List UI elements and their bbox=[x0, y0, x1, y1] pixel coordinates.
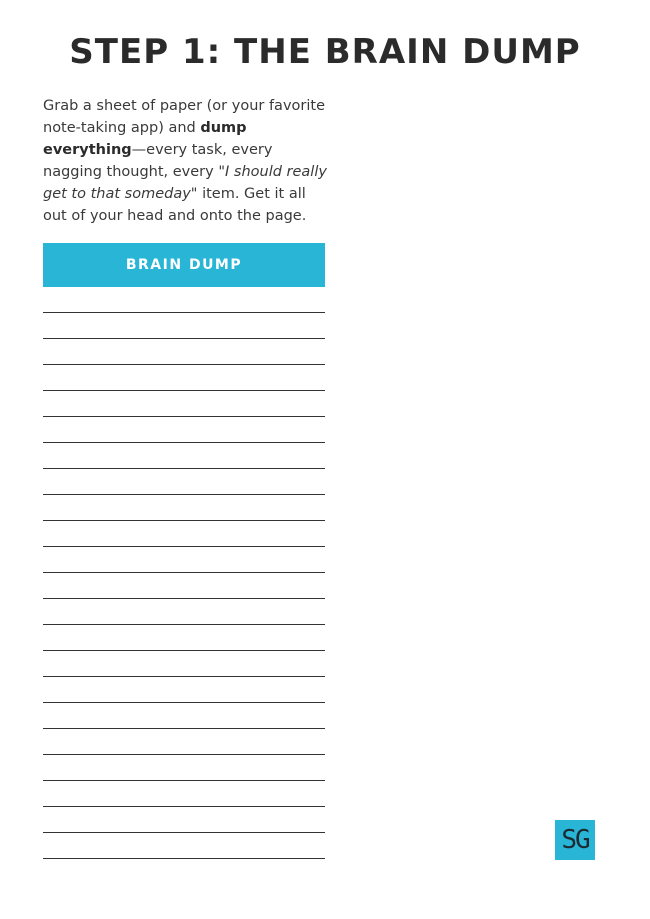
intro-italic-text: I should really get to that someday bbox=[43, 164, 327, 202]
writing-line[interactable] bbox=[43, 598, 325, 624]
writing-line[interactable] bbox=[43, 858, 325, 884]
writing-line[interactable] bbox=[43, 442, 325, 468]
intro-text-3: " item. Get it all out of your head and onto the page. bbox=[43, 186, 307, 224]
writing-line[interactable] bbox=[43, 702, 325, 728]
writing-line[interactable] bbox=[43, 364, 325, 390]
writing-line[interactable] bbox=[43, 416, 325, 442]
writing-line[interactable] bbox=[43, 468, 325, 494]
writing-line[interactable] bbox=[43, 832, 325, 858]
sg-logo bbox=[555, 820, 595, 860]
intro-paragraph bbox=[43, 95, 333, 227]
writing-line[interactable] bbox=[43, 650, 325, 676]
writing-line[interactable] bbox=[43, 676, 325, 702]
intro-text-1: Grab a sheet of paper (or your favorite note-taking app) and bbox=[43, 98, 325, 136]
writing-line[interactable] bbox=[43, 728, 325, 754]
writing-line[interactable] bbox=[43, 338, 325, 364]
brain-dump-header bbox=[43, 243, 325, 287]
writing-line[interactable] bbox=[43, 806, 325, 832]
writing-line[interactable] bbox=[43, 780, 325, 806]
writing-line[interactable] bbox=[43, 520, 325, 546]
sg-logo-text: SG bbox=[561, 825, 589, 855]
writing-lines bbox=[43, 312, 325, 884]
writing-line[interactable] bbox=[43, 390, 325, 416]
brain-dump-header-label: BRAIN DUMP bbox=[125, 257, 243, 273]
writing-line[interactable] bbox=[43, 546, 325, 572]
writing-line[interactable] bbox=[43, 754, 325, 780]
intro-bold-text: dump everything bbox=[43, 120, 247, 158]
writing-line[interactable] bbox=[43, 312, 325, 338]
writing-line[interactable] bbox=[43, 624, 325, 650]
page-title: STEP 1: THE BRAIN DUMP bbox=[69, 32, 581, 72]
writing-line[interactable] bbox=[43, 572, 325, 598]
intro-text-2: —every task, every nagging thought, every " bbox=[43, 142, 273, 180]
writing-line[interactable] bbox=[43, 494, 325, 520]
